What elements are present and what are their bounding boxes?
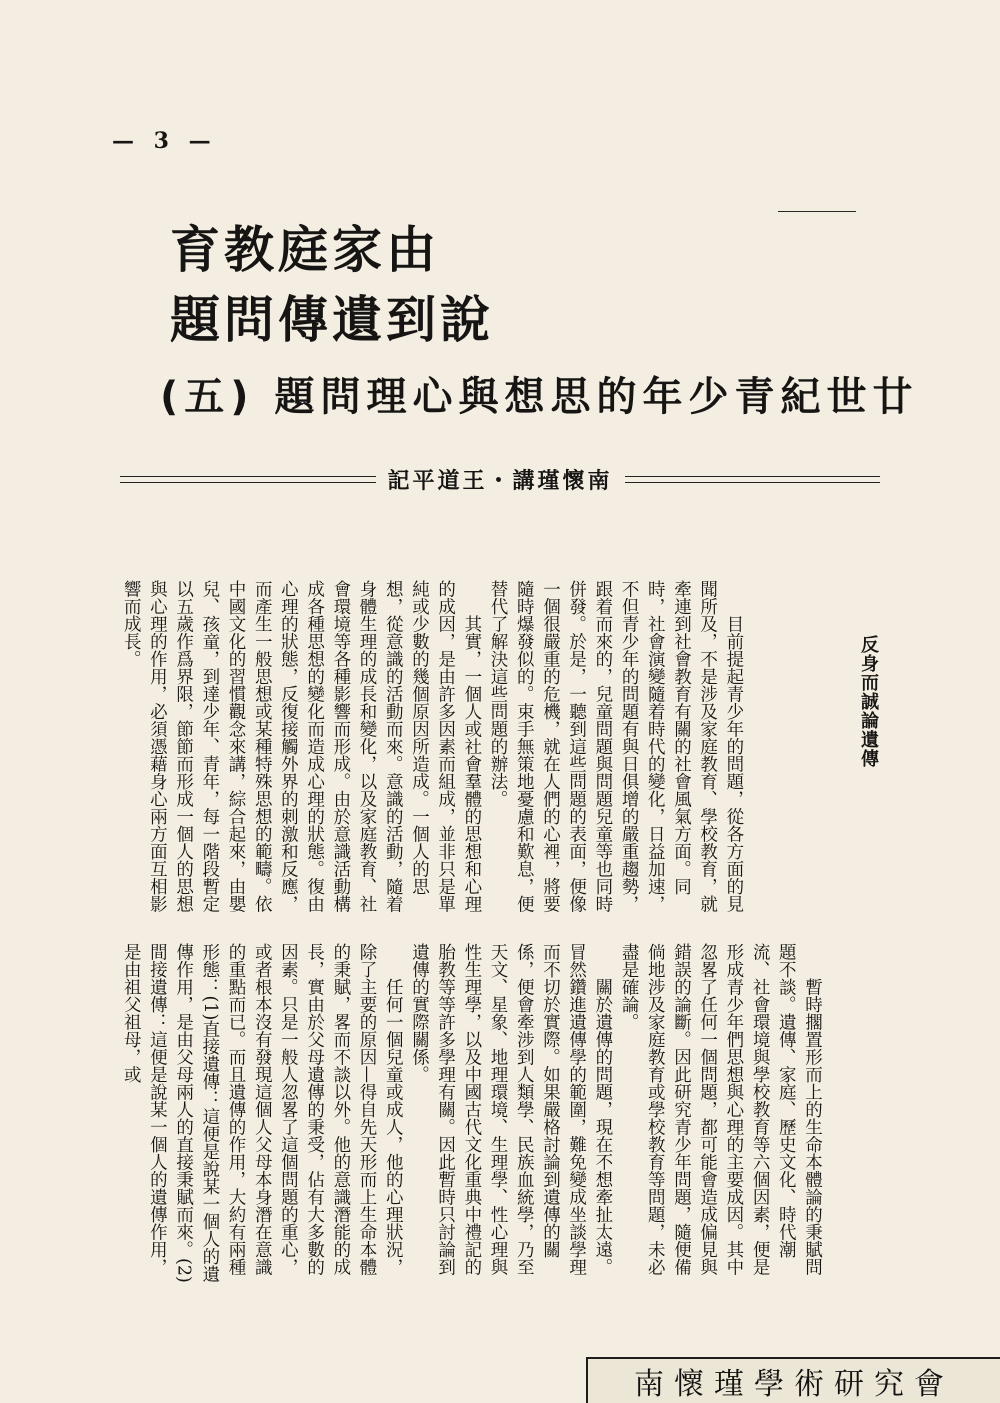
- byline: 記平道王・講瑾懷南: [387, 468, 613, 494]
- watermark-stamp: 南懷瑾學術研究會: [586, 1357, 1000, 1403]
- paragraph: 目前提起青少年的問題，從各方面的見聞所及，不是涉及家庭教育、學校教育，就牽連到社會教育有關的社會風氣方面。同時，社會演變隨着時代的變化，日益加速，不但青少年的問題有與日俱增的嚴重趨勢，跟着而來的，兒童問題與問題兒童等也同時併發。於是，一聽到這些問題的表面，便像一個很嚴重的危機，就在人們的心裡，將要隨時爆發似的。束手無策地憂慮和歎息，便替代了解決這些問題的辦法。: [488, 580, 744, 913]
- subtitle: (五) 題問理心與想思的年少青紀世廿: [160, 374, 919, 420]
- top-rule: [778, 211, 856, 212]
- paragraph: 任何一個兒童或成人，他的心理狀況，除了主要的原因—得自先天形而上生命本體的秉賦，畧而不談以外。他的意識潛能的成長，實由於父母遺傳的秉受，佔有大多數的因素。只是一般人忽畧了這個問題的重心，或者根本沒有發現這個人父母本身潛在意識的重點而已。而且遺傳的作用，大約有兩種形態：(1)直接遺傳：這便是說某一個人的遺傳作用，是由父母兩人的直接秉賦而來。(2)間接遺傳：這便是說某一個人的遺傳作用，是由祖父祖母，或: [121, 943, 404, 1283]
- paragraph: 關於遺傳的問題，現在不想牽扯太遠。冒然鑽進遺傳學的範圍，難免變成坐談學理而不切於實際。如果嚴格討論到遺傳的關係，便會牽涉到人類學、民族血統學，乃至天文、星象、地理環境、生理學、性心理與性生理學，以及中國古代文化重典中禮記的胎教等等許多學理有關。因此暫時只討論到遺傳的實際關係。: [409, 943, 613, 1276]
- upper-text-block: [118, 580, 747, 920]
- paragraph: 暫時擱置形而上的生命本體論的秉賦問題不談。遺傳、家庭、歷史文化、時代潮流、社會環境與學校教育等六個因素，便是形成青少年們思想與心理的主要成因。其中忽畧了任何一個問題，都可能會造成偏見與錯誤的論斷。因此研究青少年問題，隨便備倘地涉及家庭教育或學校教育等問題，未必盡是確論。: [619, 943, 823, 1276]
- byline-row: [120, 466, 880, 492]
- title-line-1: 育教庭家由: [170, 221, 440, 279]
- title-line-2: 題問傳遺到說: [170, 291, 494, 349]
- section-heading: 反身而誠論遺傳: [858, 635, 879, 768]
- page-number: — 3 —: [112, 128, 217, 154]
- paragraph: 其實，一個人或社會羣體的思想和心理的成因，是由許多因素而組成，並非只是單純或少數的幾個原因所造成。一個人的思想，從意識的活動而來。意識的活動，隨着身體生理的成長和變化，以及家庭教育、社會環境等各種影響而形成。由於意識活動構成各種思想的變化而造成心理的狀態。復由心理的狀態，反復接觸外界的刺激和反應，而產生一般思想或某種特殊思想的範疇。依中國文化的習慣觀念來講，綜合起來，由嬰兒、孩童，到達少年、青年，每一階段暫定以五歲作爲界限，節節而形成一個人的思想與心理的作用，必須憑藉身心兩方面互相影響而成長。: [121, 580, 482, 913]
- byline-rule-left: [120, 476, 376, 483]
- byline-rule-right: [625, 476, 881, 483]
- lower-text-block: [118, 943, 825, 1288]
